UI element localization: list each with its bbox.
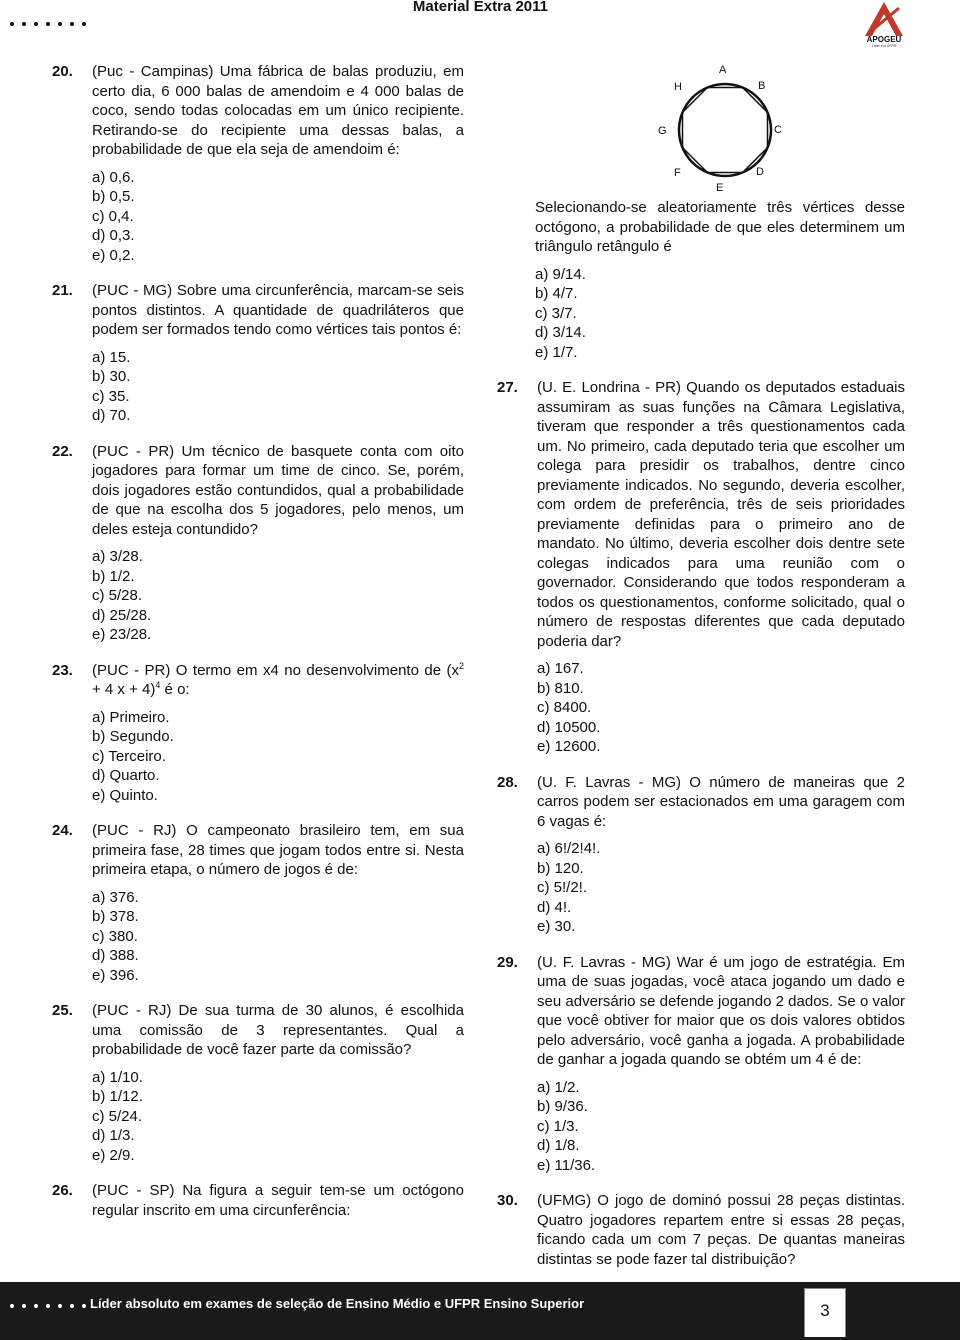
option-b: b) 378. bbox=[92, 908, 139, 925]
question-text: Selecionando-se aleatoriamente três vértices desse octógono, a probabilidade de que eles determinem um triângulo retângulo é bbox=[535, 199, 905, 255]
question-number: 22. bbox=[52, 442, 73, 460]
question-text: (U. E. Londrina - PR) Quando os deputados estaduais assumiram as suas funções na Câmara Legislativa, tiveram que responder a três questionamentos cada um. No primeiro, cada deputado teria que escolher um colega para presidir os trabalhos, dentre cinco previamente indicados. No segundo, deveria escolher, com ordem de preferência, três de seis prioridades previamente definidas para o primeiro ano de mandato. No último, deveria escolher dois dentre sete colegas indicados para uma reunião com o governador. Considerando que todos responderam a todos os questionamentos, conforme solicitado, qual o número de respostas diferentes que cada deputado poderia dar? bbox=[537, 379, 905, 650]
option-b: b) 1/12. bbox=[92, 1088, 143, 1105]
footer-dots bbox=[10, 1304, 86, 1308]
question-text: (UFMG) O jogo de dominó possui 28 peças distintas. Quatro jogadores repartem entre si essas 28 peças, ficando cada um com 7 peças. De quantas maneiras distintas se pode fazer tal distribuição? bbox=[537, 1192, 905, 1268]
option-d: d) 1/3. bbox=[92, 1127, 135, 1144]
option-a: a) 1/10. bbox=[92, 1068, 143, 1086]
question-number: 24. bbox=[52, 822, 73, 839]
question-text: (PUC - PR) Um técnico de basquete conta com oito jogadores para formar um time de cinco. Se, porém, dois jogadores estão contundidos, qual a probabilidade de que na escolha dos 5 jogadores, pelo menos, um deles esteja contundido? bbox=[92, 442, 464, 538]
option-c: c) 5!/2!. bbox=[537, 879, 588, 896]
question-text-part: + 4 x + 4) bbox=[92, 681, 156, 698]
question-number: 27. bbox=[497, 379, 518, 396]
option-b: b) 4/7. bbox=[535, 285, 578, 302]
question-text-part: (PUC - PR) O termo em x4 no desenvolvimento de (x bbox=[92, 661, 459, 679]
options-list bbox=[537, 1078, 905, 1176]
question-text: (PUC - SP) Na figura a seguir tem-se um octógono regular inscrito em uma circunferência: bbox=[92, 1182, 464, 1219]
option-d: d) 4!. bbox=[537, 898, 572, 916]
question-number: 23. bbox=[52, 661, 73, 679]
option-a: a) 6!/2!4!. bbox=[537, 840, 601, 857]
footer-bar bbox=[0, 1282, 960, 1340]
question-text: (PUC - RJ) De sua turma de 30 alunos, é escolhida uma comissão de 3 representantes. Qual a probabilidade de você fazer parte da comissão? bbox=[92, 1002, 464, 1058]
question-number: 25. bbox=[52, 1002, 73, 1019]
option-d: d) 1/8. bbox=[537, 1137, 580, 1154]
option-e: e) 12600. bbox=[537, 738, 601, 755]
question-text: (PUC - RJ) O campeonato brasileiro tem, em sua primeira fase, 28 times que jogam todos entre si. Nesta primeira etapa, o número de jogos é de: bbox=[92, 822, 464, 878]
question-23 bbox=[52, 661, 464, 806]
options-list bbox=[92, 547, 464, 645]
option-c: c) 5/28. bbox=[92, 587, 143, 604]
option-b: b) Segundo. bbox=[92, 728, 174, 745]
question-text bbox=[92, 661, 464, 700]
option-c: c) 3/7. bbox=[535, 304, 577, 322]
option-c: c) 1/3. bbox=[537, 1117, 579, 1135]
question-30 bbox=[497, 1191, 905, 1277]
vertex-label-d: D bbox=[756, 166, 764, 178]
exponent: 4 bbox=[155, 680, 161, 690]
option-d: d) 388. bbox=[92, 947, 139, 964]
question-text: (U. F. Lavras - MG) War é um jogo de estratégia. Em uma de suas jogadas, você ataca jogando um dado e seu adversário se defende jogando 2 dados. Se o valor que você obtiver for maior que os dois valores obtidos pelo adversário, você ganha a jogada. A probabilidade de ganhar a jogada quando se obtém um 4 é de: bbox=[537, 953, 905, 1068]
option-c: c) Terceiro. bbox=[92, 747, 166, 765]
logo-text: APOGEU bbox=[866, 35, 902, 44]
question-number: 21. bbox=[52, 282, 73, 299]
circumscribed-circle bbox=[679, 84, 771, 176]
question-25 bbox=[52, 1001, 464, 1165]
option-a: a) 167. bbox=[537, 660, 584, 677]
question-text: (U. F. Lavras - MG) O número de maneiras que 2 carros podem ser estacionados em uma garagem com 6 vagas é: bbox=[537, 773, 905, 830]
question-20 bbox=[52, 62, 464, 265]
option-e: e) 2/9. bbox=[92, 1146, 135, 1164]
left-column bbox=[52, 62, 464, 1244]
header-title: Material Extra 2011 bbox=[412, 0, 548, 15]
vertex-label-b: B bbox=[758, 80, 766, 92]
options-list bbox=[92, 708, 464, 806]
question-29 bbox=[497, 953, 905, 1176]
question-21 bbox=[52, 281, 464, 426]
vertex-label-e: E bbox=[716, 182, 724, 194]
options-list bbox=[92, 1068, 464, 1166]
exponent: 2 bbox=[458, 660, 464, 671]
option-d: d) 25/28. bbox=[92, 606, 152, 624]
vertex-label-c: C bbox=[774, 124, 782, 136]
footer-slogan: Líder absoluto em exames de seleção de Ensino Médio e UFPR Ensino Superior bbox=[90, 1296, 585, 1311]
question-number: 26. bbox=[52, 1182, 73, 1199]
question-28 bbox=[497, 773, 905, 937]
question-22 bbox=[52, 442, 464, 645]
octagon-figure bbox=[650, 58, 800, 198]
vertex-label-h: H bbox=[674, 81, 682, 93]
question-text: (Puc - Campinas) Uma fábrica de balas produziu, em certo dia, 6 000 balas de amendoim e 4 000 balas de coco, sendo todas colocadas em um único recipiente. Retirando-se do recipiente uma dessas balas, a probabilidade de que ela seja de amendoim é: bbox=[92, 63, 464, 158]
option-e: e) 396. bbox=[92, 966, 139, 984]
question-text-part: é o: bbox=[160, 681, 190, 698]
option-b: b) 810. bbox=[537, 679, 584, 697]
option-c: c) 380. bbox=[92, 927, 138, 945]
option-a: a) 0,6. bbox=[92, 168, 135, 186]
question-number: 29. bbox=[497, 953, 518, 971]
option-e: e) 1/7. bbox=[535, 343, 578, 361]
option-d: d) Quarto. bbox=[92, 767, 160, 784]
question-number: 20. bbox=[52, 63, 73, 80]
option-a: a) 1/2. bbox=[537, 1078, 580, 1096]
question-number: 30. bbox=[497, 1192, 518, 1209]
options-list bbox=[92, 348, 464, 426]
option-b: b) 0,5. bbox=[92, 188, 135, 205]
logo-subtext: Líder em UFPR bbox=[871, 44, 897, 48]
options-list bbox=[92, 888, 464, 986]
options-list bbox=[537, 659, 905, 757]
vertex-label-g: G bbox=[658, 125, 667, 137]
vertex-label-a: A bbox=[719, 64, 727, 76]
page-number: 3 bbox=[804, 1288, 846, 1337]
option-b: b) 9/36. bbox=[537, 1098, 588, 1115]
options-list bbox=[92, 168, 464, 266]
right-column bbox=[497, 198, 905, 1293]
option-d: d) 3/14. bbox=[535, 324, 586, 341]
option-e: e) Quinto. bbox=[92, 786, 158, 804]
option-e: e) 30. bbox=[537, 918, 576, 935]
option-a: a) Primeiro. bbox=[92, 708, 170, 726]
option-c: c) 0,4. bbox=[92, 207, 134, 225]
option-d: d) 10500. bbox=[537, 718, 601, 736]
option-b: b) 120. bbox=[537, 859, 584, 877]
question-26-continuation bbox=[497, 198, 905, 362]
option-a: a) 376. bbox=[92, 888, 139, 906]
apogeu-logo bbox=[855, 0, 913, 48]
question-text: (PUC - MG) Sobre uma circunferência, marcam-se seis pontos distintos. A quantidade de quadriláteros que podem ser formados tendo como vértices tais pontos é: bbox=[92, 282, 464, 338]
option-e: e) 0,2. bbox=[92, 246, 135, 264]
options-list bbox=[535, 265, 905, 363]
question-27 bbox=[497, 378, 905, 757]
option-d: d) 70. bbox=[92, 407, 131, 424]
option-b: b) 30. bbox=[92, 368, 131, 385]
question-24 bbox=[52, 821, 464, 985]
option-a: a) 3/28. bbox=[92, 548, 143, 565]
question-26 bbox=[52, 1181, 464, 1228]
option-a: a) 9/14. bbox=[535, 265, 586, 283]
octagon-shape bbox=[683, 88, 768, 173]
vertex-label-f: F bbox=[674, 167, 681, 179]
option-a: a) 15. bbox=[92, 348, 131, 366]
option-e: e) 11/36. bbox=[537, 1156, 596, 1174]
option-d: d) 0,3. bbox=[92, 227, 135, 244]
option-c: c) 5/24. bbox=[92, 1107, 143, 1125]
option-c: c) 35. bbox=[92, 387, 130, 405]
header-dots bbox=[10, 22, 86, 26]
options-list bbox=[537, 839, 905, 937]
option-b: b) 1/2. bbox=[92, 567, 135, 585]
option-c: c) 8400. bbox=[537, 699, 592, 716]
question-number: 28. bbox=[497, 773, 518, 791]
option-e: e) 23/28. bbox=[92, 626, 152, 643]
